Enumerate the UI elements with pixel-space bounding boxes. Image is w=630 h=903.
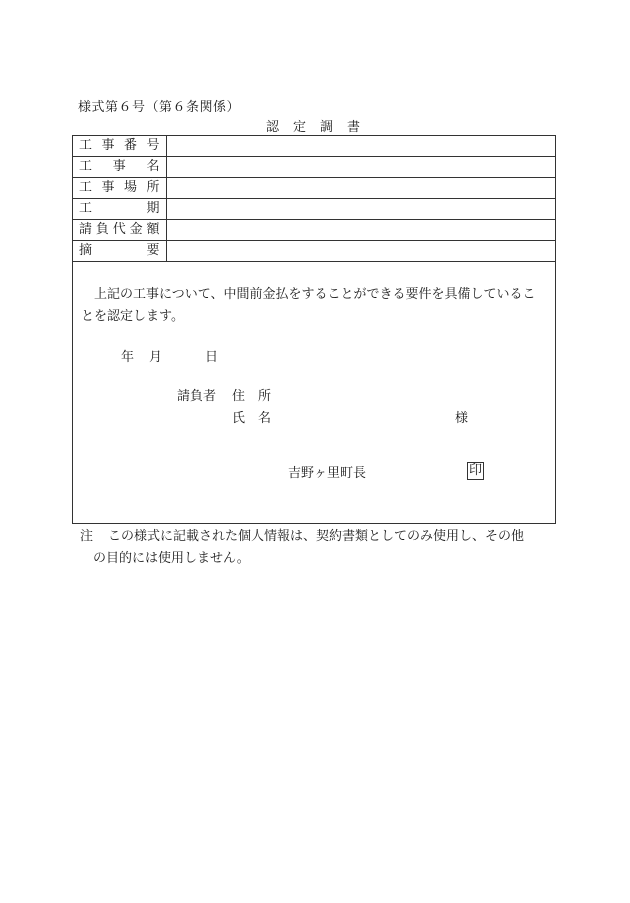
contractor-label: 請負者 xyxy=(177,389,217,404)
info-row xyxy=(73,157,555,178)
info-row-label xyxy=(73,157,166,178)
contractor-name-line xyxy=(73,407,555,427)
info-row xyxy=(73,136,555,157)
info-row-label xyxy=(73,241,166,262)
certification-body xyxy=(73,262,555,524)
contractor-address-line xyxy=(73,385,555,405)
info-label-char: 金 xyxy=(129,222,143,237)
info-row-value[interactable] xyxy=(166,220,555,241)
certification-statement: 上記の工事について、中間前金払をすることができる要件を具備していることを認定します。 xyxy=(81,287,536,324)
info-row-value[interactable] xyxy=(166,178,555,199)
info-table xyxy=(73,136,555,262)
seal-mark: 印 xyxy=(469,463,483,478)
info-row-label xyxy=(73,178,166,199)
info-row-label xyxy=(73,199,166,220)
info-label-char: 号 xyxy=(146,138,160,153)
info-row xyxy=(73,241,555,262)
info-label-char: 名 xyxy=(146,159,160,174)
info-label-char: 要 xyxy=(146,243,160,258)
info-label-char: 期 xyxy=(146,201,160,216)
info-row-value[interactable] xyxy=(166,157,555,178)
info-label-char: 事 xyxy=(101,180,115,195)
info-row-label xyxy=(73,220,166,241)
mayor-title: 吉野ヶ里町長 xyxy=(288,466,367,481)
info-label-char: 工 xyxy=(79,138,93,153)
honorific-label: 様 xyxy=(455,411,469,426)
date-day-label: 日 xyxy=(205,350,219,365)
info-label-char: 事 xyxy=(101,138,115,153)
note-line-2: の目的には使用しません。 xyxy=(93,551,250,566)
info-row-value[interactable] xyxy=(166,199,555,220)
info-label-char: 場 xyxy=(123,180,137,195)
info-label-char: 代 xyxy=(112,222,126,237)
name-label: 氏 名 xyxy=(232,411,272,426)
info-label-char: 額 xyxy=(146,222,160,237)
document-title: 認定調書 xyxy=(266,120,375,135)
info-row-value[interactable] xyxy=(166,241,555,262)
form-number: 様式第６号（第６条関係） xyxy=(78,100,241,115)
note-mark: 注 xyxy=(80,529,94,544)
info-label-char: 番 xyxy=(123,138,137,153)
date-line xyxy=(73,346,555,366)
info-label-char: 事 xyxy=(112,159,126,174)
info-label-char: 工 xyxy=(79,180,93,195)
info-row-label xyxy=(73,136,166,157)
address-label: 住 所 xyxy=(232,389,272,404)
privacy-note xyxy=(80,526,558,570)
info-row-value[interactable] xyxy=(166,136,555,157)
info-row xyxy=(73,220,555,241)
date-month-label: 月 xyxy=(149,350,163,365)
info-label-char: 工 xyxy=(79,201,93,216)
info-label-char: 工 xyxy=(79,159,93,174)
info-label-char: 所 xyxy=(146,180,160,195)
note-line-1: この様式に記載された個人情報は、契約書類としてのみ使用し、その他 xyxy=(108,529,525,544)
info-row xyxy=(73,178,555,199)
info-label-char: 摘 xyxy=(79,243,93,258)
certification-form-frame xyxy=(72,135,556,524)
info-label-char: 負 xyxy=(95,222,109,237)
date-year-label: 年 xyxy=(121,350,135,365)
info-row xyxy=(73,199,555,220)
info-label-char: 請 xyxy=(79,222,93,237)
mayor-line xyxy=(73,462,555,484)
